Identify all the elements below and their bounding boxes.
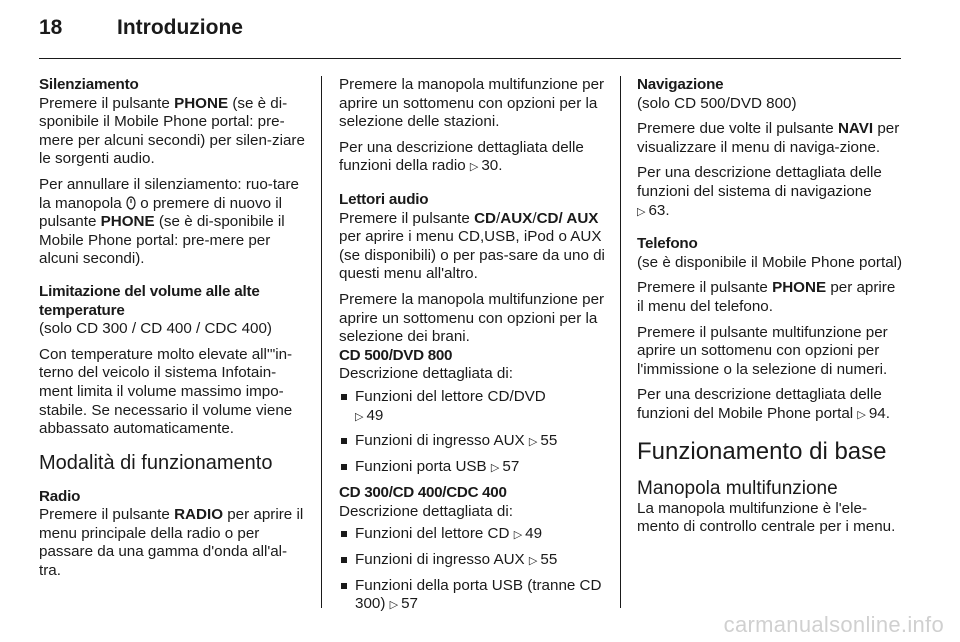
page-reference: ▷ 57: [390, 595, 418, 612]
text: Per una descrizione dettagliata delle funzioni del sistema di navigazione: [637, 164, 882, 200]
page-title: Introduzione: [117, 16, 243, 39]
paragraph: Descrizione dettagliata di:: [339, 365, 513, 383]
page-reference: ▷ 49: [514, 525, 542, 542]
list-item: [339, 551, 609, 571]
text: Limitazione del volume alle alte: [39, 282, 260, 300]
text: per aprire il menu del telefono.: [637, 279, 896, 315]
text: Funzioni di ingresso AUX: [355, 432, 529, 450]
bullet-list: [339, 525, 609, 614]
text: Funzioni porta USB: [355, 457, 491, 475]
section-heading-manopola: Manopola multifunzione: [637, 477, 838, 499]
text: Premere due volte il pulsante: [637, 120, 838, 138]
text: Premere il pulsante: [39, 506, 175, 524]
section-heading-silenziamento: Silenziamento: [39, 76, 139, 93]
paragraph: [637, 164, 905, 221]
text: per aprire il menu principale della radio o per passare da una gamma d'onda all'al-tra.: [39, 506, 304, 580]
section-heading-cd300: CD 300/CD 400/CDC 400: [339, 484, 507, 502]
text: (se è di-sponibile il Mobile Phone portal: pre-mere per alcuni secondi) per silen-ziare le sorgenti audio.: [39, 94, 305, 168]
list-item: [339, 525, 609, 545]
section-heading-radio: Radio: [39, 487, 81, 505]
text: Per una descrizione dettagliata delle funzioni del Mobile Phone portal: [637, 386, 882, 422]
column-divider: [620, 76, 621, 608]
paragraph: Premere la manopola multifunzione per aprire un sottomenu con opzioni per la selezione delle stazioni.: [339, 76, 605, 131]
watermark: carmanualsonline.info: [723, 612, 944, 637]
section-heading-lettori: Lettori audio: [339, 190, 429, 208]
button-name: RADIO: [174, 506, 224, 524]
column-divider: [321, 76, 322, 608]
section-heading-navigazione: Navigazione: [637, 76, 724, 93]
page-reference: ▷ 55: [529, 551, 557, 568]
text: (se è di-sponibile il Mobile Phone portal: pre-mere per alcuni secondi).: [39, 213, 285, 268]
paragraph: [637, 120, 905, 157]
section-title-funzionamento: Funzionamento di base: [637, 437, 887, 465]
button-name: NAVI: [837, 120, 874, 138]
list-item: [339, 432, 609, 452]
bullet-list: [339, 388, 609, 477]
page-reference: ▷ 57: [491, 458, 519, 475]
header-rule: [39, 58, 901, 59]
text: Premere il pulsante: [637, 279, 773, 297]
text: per visualizzare il menu di naviga-zione.: [637, 120, 900, 156]
section-title-modalita: Modalità di funzionamento: [39, 451, 273, 474]
paragraph: [637, 386, 905, 424]
section-heading-telefono: Telefono: [637, 235, 698, 253]
paragraph: [39, 95, 309, 169]
list-item: [339, 577, 609, 615]
paragraph: (solo CD 500/DVD 800): [637, 94, 797, 112]
list-item: [339, 388, 609, 426]
button-name: PHONE: [772, 279, 827, 297]
paragraph: [339, 139, 609, 177]
section-heading-limitazione: [39, 283, 309, 320]
paragraph: [39, 176, 309, 269]
button-name: PHONE: [100, 213, 155, 231]
text: Funzioni di ingresso AUX: [355, 551, 529, 569]
button-name: PHONE: [174, 94, 229, 112]
knob-icon: [126, 195, 136, 212]
paragraph: Descrizione dettagliata di:: [339, 502, 513, 520]
text: Per una descrizione dettagliata delle funzioni della radio: [339, 138, 584, 175]
paragraph: (se è disponibile il Mobile Phone portal): [637, 253, 903, 271]
column-2: [339, 76, 609, 622]
column-3: [637, 76, 905, 544]
paragraph: (solo CD 300 / CD 400 / CDC 400): [39, 320, 272, 338]
paragraph: La manopola multifunzione è l'ele-mento di controllo centrale per i menu.: [637, 499, 896, 536]
paragraph: Premere il pulsante multifunzione per aprire un sottomenu con opzioni per l'immissione o la selezione di numeri.: [637, 323, 888, 378]
text: Funzioni del lettore CD: [355, 525, 514, 543]
column-1: [39, 76, 309, 588]
text: Premere il pulsante: [339, 209, 475, 227]
section-heading-cd500: CD 500/DVD 800: [339, 346, 453, 364]
text: /: [496, 209, 501, 227]
paragraph: Con temperature molto elevate all'"in-terno del veicolo il sistema Infotain-ment limita il volume massimo impo-stabile. Se necessario il volume viene abbassato automaticamente.: [39, 345, 293, 438]
list-item: [339, 458, 609, 478]
page-reference: ▷ 94.: [857, 405, 890, 422]
button-name: CD: [474, 209, 497, 227]
text: per aprire i menu CD,USB, iPod o AUX (se disponibili) o per pas-sare da uno di questi menu all'altro.: [339, 228, 605, 283]
text: o premere di nuovo il pulsante: [39, 194, 283, 231]
text: Funzioni della porta USB (tranne CD 300): [355, 576, 602, 613]
paragraph: [637, 279, 905, 316]
text: temperature: [39, 301, 125, 319]
paragraph: Premere la manopola multifunzione per aprire un sottomenu con opzioni per la selezione dei brani.: [339, 290, 605, 346]
text: Premere il pulsante: [39, 94, 175, 112]
text: Per annullare il silenziamento: ruo-tare la manopola: [39, 175, 300, 212]
page-reference: ▷ 63.: [637, 202, 670, 219]
paragraph: [39, 506, 309, 580]
paragraph: [339, 210, 609, 284]
page-reference: ▷ 49: [355, 407, 383, 424]
page-reference: ▷ 55: [529, 432, 557, 449]
text: Funzioni del lettore CD/DVD: [355, 387, 546, 405]
text: /: [532, 209, 537, 227]
button-name: CD/ AUX: [536, 209, 599, 227]
page-number: 18: [39, 16, 63, 39]
page-reference: ▷ 30.: [470, 157, 503, 174]
button-name: AUX: [500, 209, 533, 227]
